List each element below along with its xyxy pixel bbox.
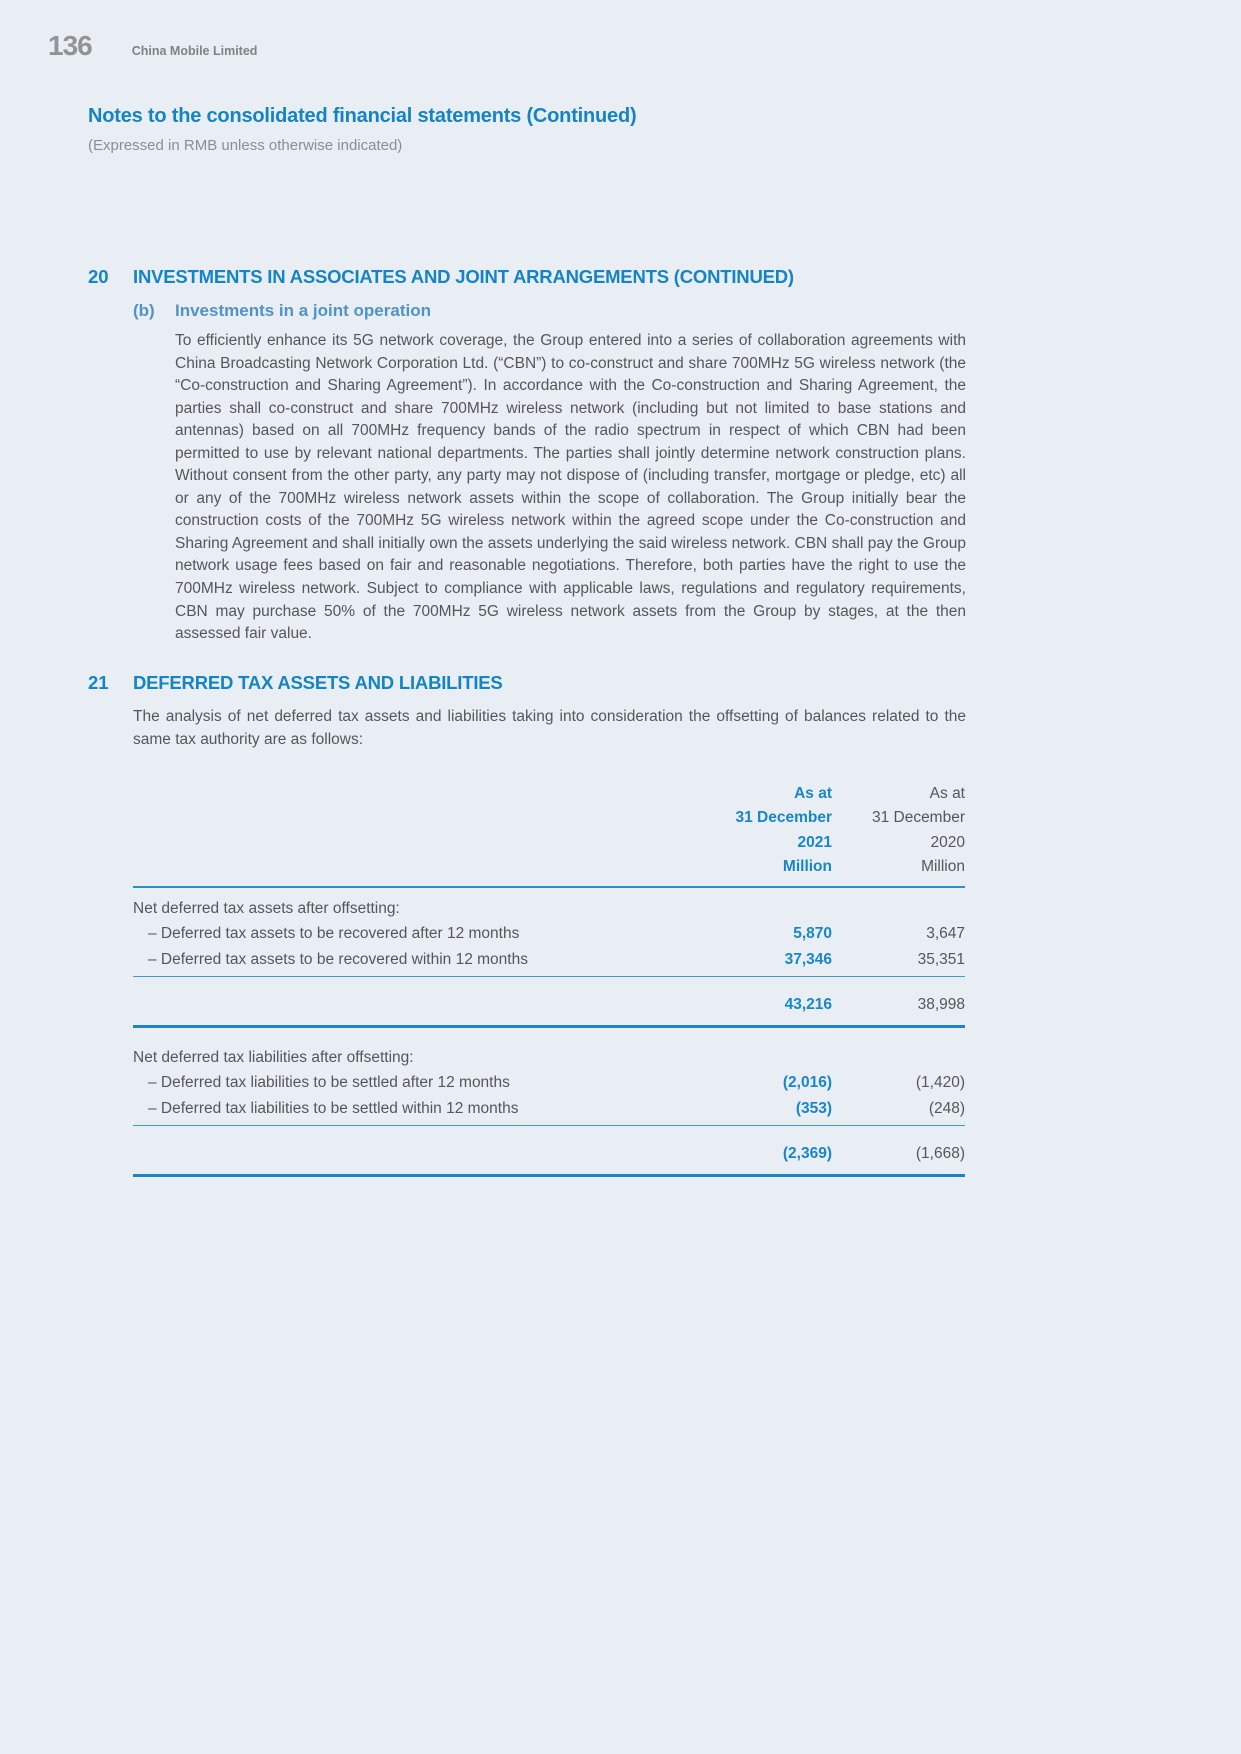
document-header [88, 105, 1241, 154]
subsection-b-title: Investments in a joint operation [175, 301, 431, 320]
subsection-b-label: (b) [133, 301, 155, 320]
table-row-liabilities-within-12m [133, 1096, 965, 1122]
value-2021: (353) [795, 1099, 832, 1117]
page-top-bar [0, 0, 1241, 62]
column-header-2021 [682, 782, 832, 880]
joint-operation-paragraph: To efficiently enhance its 5G network coverage, the Group entered into a series of collaboration agreements with China Broadcasting Network Corporation Ltd. (“CBN”) to co-construct and share 700MHz 5G wireless network (the “Co-construction and Sharing Agreement”). In accordance with the Co-construction and Sharing Agreement, the parties shall co-construct and share 700MHz wireless network (including but not limited to base stations and antennas) based on all 700MHz frequency bands of the radio spectrum in respect of which CBN had been permitted to use by relevant national departments. The parties shall jointly determine network construction plans. Without consent from the other party, any party may not dispose of (including transfer, mortgage or pledge, etc) all or any of the 700MHz wireless network assets within the scope of collaboration. The Group initially bear the construction costs of the 700MHz 5G wireless network within the agreed scope under the Co-construction and Sharing Agreement and shall initially own the assets underlying the said wireless network. CBN shall pay the Group network usage fees based on fair and reasonable negotiations. Therefore, both parties have the right to use the 700MHz wireless network. Subject to compliance with applicable laws, regulations and regulatory requirements, CBN may purchase 50% of the 700MHz 5G wireless network assets from the Group by stages, at the then assessed fair value. [175, 332, 966, 643]
section-20-title: INVESTMENTS IN ASSOCIATES AND JOINT ARRANGEMENTS (CONTINUED) [133, 266, 794, 287]
document-title: Notes to the consolidated financial statements (Continued) [88, 105, 637, 127]
section-21-body [133, 672, 966, 1177]
column-header-2020-line: As at [929, 784, 965, 802]
table-row-liabilities-heading [133, 1045, 965, 1071]
value-2021: (2,369) [782, 1145, 832, 1163]
value-2021: 5,870 [793, 925, 832, 943]
table-row-assets-heading [133, 896, 965, 922]
deferred-tax-intro-paragraph: The analysis of net deferred tax assets and liabilities taking into consideration the offsetting of balances related to the same tax authority are as follows: [133, 707, 966, 748]
row-label: Net deferred tax assets after offsetting: [133, 899, 400, 917]
column-header-2020-line: 31 December [871, 809, 965, 827]
table-row-liabilities-after-12m [133, 1070, 965, 1096]
row-label: – Deferred tax assets to be recovered after 12 months [148, 925, 520, 943]
row-label: – Deferred tax liabilities to be settled after 12 months [148, 1074, 510, 1092]
table-rule [133, 886, 965, 888]
section-20 [88, 266, 966, 646]
value-2020: (1,420) [915, 1074, 965, 1092]
subsection-b-body [175, 301, 966, 646]
company-name: China Mobile Limited [131, 44, 258, 58]
document-subtitle: (Expressed in RMB unless otherwise indicated) [88, 137, 403, 154]
value-2020: 3,647 [926, 925, 965, 943]
value-2021: 43,216 [784, 996, 832, 1014]
column-header-2020 [832, 782, 965, 880]
subsection-b [133, 301, 966, 646]
row-label: – Deferred tax liabilities to be settled within 12 months [148, 1099, 519, 1117]
value-2021: 37,346 [784, 950, 832, 968]
value-2020: (248) [928, 1099, 965, 1117]
row-label: – Deferred tax assets to be recovered within 12 months [148, 950, 528, 968]
row-label: Net deferred tax liabilities after offsetting: [133, 1048, 414, 1066]
section-20-body [133, 266, 966, 646]
table-row-assets-after-12m [133, 921, 965, 947]
column-header-2021-line: 2021 [797, 833, 832, 851]
section-21-number: 21 [88, 671, 109, 693]
column-header-2021-line: As at [794, 784, 832, 802]
section-21 [88, 672, 966, 1177]
table-header [133, 782, 965, 886]
value-2020: (1,668) [915, 1145, 965, 1163]
deferred-tax-table [133, 782, 965, 1177]
table-row-assets-within-12m [133, 947, 965, 973]
table-group-gap [133, 1028, 965, 1045]
value-2020: 38,998 [917, 996, 965, 1014]
column-header-2021-line: 31 December [735, 809, 832, 827]
table-row-assets-total [133, 977, 965, 1025]
value-2020: 35,351 [917, 950, 965, 968]
section-20-number: 20 [88, 266, 109, 287]
page-number: 136 [48, 30, 92, 61]
column-header-2021-line: Million [782, 858, 832, 876]
value-2021: (2,016) [782, 1074, 832, 1092]
section-21-title: DEFERRED TAX ASSETS AND LIABILITIES [133, 671, 503, 693]
table-rule [133, 1174, 965, 1177]
column-header-2020-line: Million [921, 858, 965, 876]
column-header-2020-line: 2020 [930, 833, 965, 851]
table-row-liabilities-total [133, 1126, 965, 1174]
